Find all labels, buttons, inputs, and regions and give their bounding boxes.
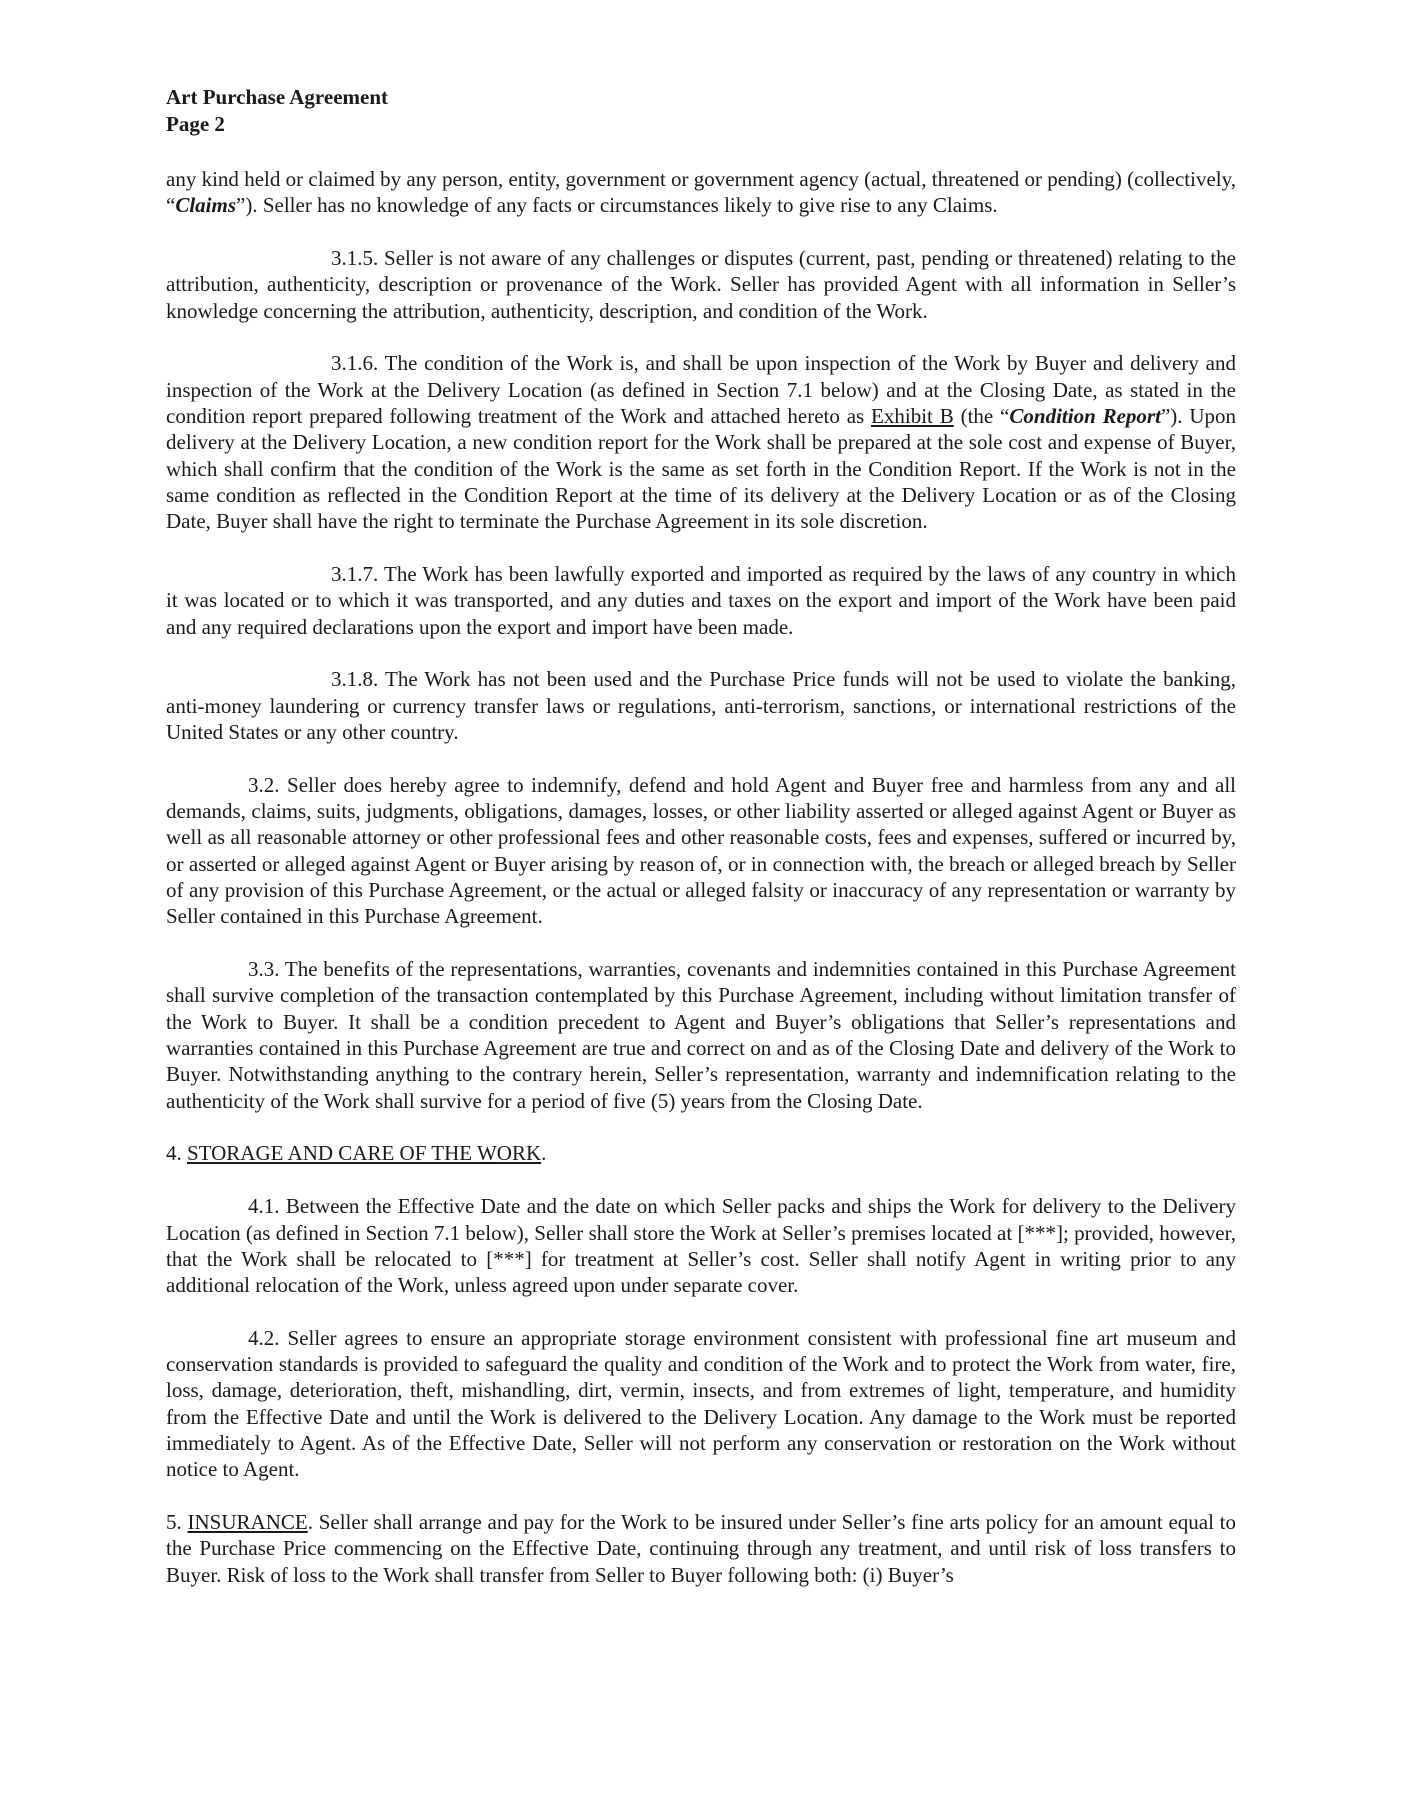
section-5-title: INSURANCE: [187, 1510, 308, 1535]
section-5: 5. INSURANCE. Seller shall arrange and pay for the Work to be insured under Seller’s fine arts policy for an amount equal to the Purchase Price commencing on the Effective Date, continuing through any treatment, and until risk of loss transfers to Buyer. Risk of loss to the Work shall transfer from Seller to Buyer following both: (i) Buyer’s: [166, 1510, 1237, 1587]
section-3-1-8: 3.1.8. The Work has not been used and the Purchase Price funds will not be used to violate the banking, anti-money laundering or currency transfer laws or regulations, anti-terrorism, sanctions, or international restrictions of the United States or any other country.: [166, 667, 1236, 745]
page-header: [166, 84, 388, 138]
document-title: Art Purchase Agreement: [166, 85, 388, 109]
document-body: [166, 166, 1236, 1615]
section-3-1-5: 3.1.5. Seller is not aware of any challenges or disputes (current, past, pending or threatened) relating to the attribution, authenticity, description or provenance of the Work. Seller has provided Agent with all information in Seller’s knowledge concerning the attribution, authenticity, description, and condition of the Work.: [166, 246, 1236, 323]
section-4-heading: 4. STORAGE AND CARE OF THE WORK.: [166, 1141, 547, 1166]
page-number: Page 2: [166, 112, 225, 136]
defined-term-condition-report: Condition Report: [1009, 404, 1161, 429]
section-4-title: STORAGE AND CARE OF THE WORK: [187, 1141, 542, 1166]
section-4-2: 4.2. Seller agrees to ensure an appropriate storage environment consistent with professional fine art museum and conservation standards is provided to safeguard the quality and condition of the Work and to protect the Work from water, fire, loss, damage, deterioration, theft, mishandling, dirt, vermin, insects, and from extremes of light, temperature, and humidity from the Effective Date and until the Work is delivered to the Delivery Location. Any damage to the Work must be reported immediately to Agent. As of the Effective Date, Seller will not perform any conservation or restoration on the Work without notice to Agent.: [166, 1325, 1236, 1482]
section-3-2: 3.2. Seller does hereby agree to indemnify, defend and hold Agent and Buyer free and harmless from any and all demands, claims, suits, judgments, obligations, damages, losses, or other liability asserted or alleged against Agent or Buyer as well as all reasonable attorney or other professional fees and other reasonable costs, fees and expenses, suffered or incurred by, or asserted or alleged against Agent or Buyer arising by reason of, or in connection with, the breach or alleged breach by Seller of any provision of this Purchase Agreement, or the actual or alleged falsity or inaccuracy of any representation or warranty by Seller contained in this Purchase Agreement.: [166, 772, 1236, 929]
section-3-3: 3.3. The benefits of the representations, warranties, covenants and indemnities contained in this Purchase Agreement shall survive completion of the transaction contemplated by this Purchase Agreement, including without limitation transfer of the Work to Buyer. It shall be a condition precedent to Agent and Buyer’s obligations that Seller’s representations and warranties contained in this Purchase Agreement are true and correct on and as of the Closing Date and delivery of the Work to Buyer. Notwithstanding anything to the contrary herein, Seller’s representation, warranty and indemnification relating to the authenticity of the Work shall survive for a period of five (5) years from the Closing Date.: [166, 957, 1236, 1113]
section-3-1-6: 3.1.6. The condition of the Work is, and shall be upon inspection of the Work by Buyer and delivery and inspection of the Work at the Delivery Location (as defined in Section 7.1 below) and at the Closing Date, as stated in the condition report prepared following treatment of the Work and attached hereto as Exhibit B (the “Condition Report”). Upon delivery at the Delivery Location, a new condition report for the Work shall be prepared at the sole cost and expense of Buyer, which shall confirm that the condition of the Work is the same as set forth in the Condition Report. If the Work is not in the same condition as reflected in the Condition Report at the time of its delivery at the Delivery Location or as of the Closing Date, Buyer shall have the right to terminate the Purchase Agreement in its sole discretion.: [166, 351, 1237, 534]
section-4-1: 4.1. Between the Effective Date and the date on which Seller packs and ships the Work for delivery to the Delivery Location (as defined in Section 7.1 below), Seller shall store the Work at Seller’s premises located at [***]; provided, however, that the Work shall be relocated to [***] for treatment at Seller’s cost. Seller shall notify Agent in writing prior to any additional relocation of the Work, unless agreed upon under separate cover.: [166, 1194, 1236, 1298]
paragraph-continuation: any kind held or claimed by any person, entity, government or government agency (actual, threatened or pending) (collectively, “Claims”). Seller has no knowledge of any facts or circumstances likely to give rise to any Claims.: [166, 167, 1236, 218]
exhibit-b-reference: Exhibit B: [871, 404, 954, 429]
section-3-1-7: 3.1.7. The Work has been lawfully exported and imported as required by the laws of any country in which it was located or to which it was transported, and any duties and taxes on the export and import of the Work have been paid and any required declarations upon the export and import have been made.: [166, 562, 1236, 639]
defined-term-claims: Claims: [175, 193, 237, 218]
